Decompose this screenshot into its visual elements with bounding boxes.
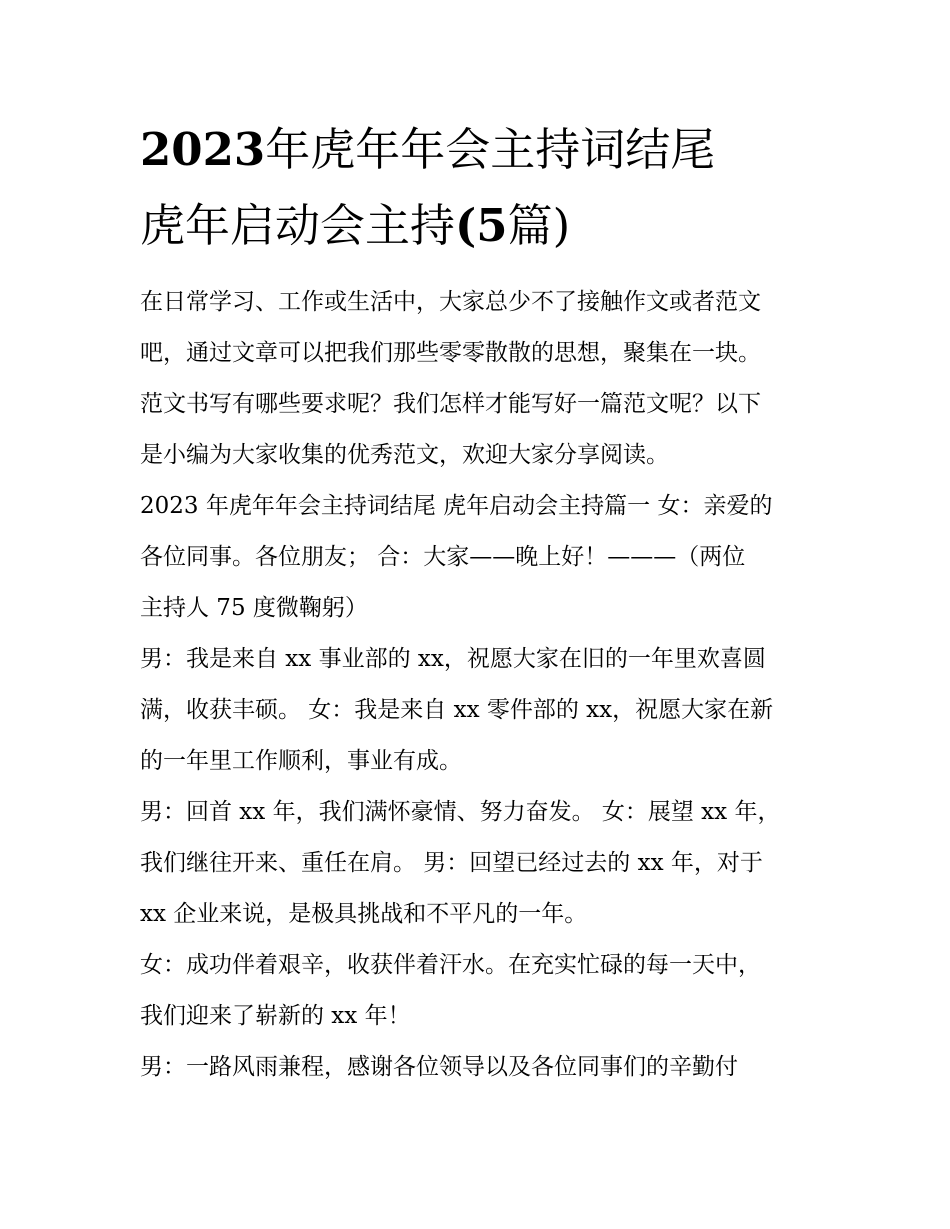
title-line-2-text: 虎年启动会主持 bbox=[140, 199, 456, 252]
title-year: 2023 bbox=[140, 123, 266, 176]
body-line: 的一年里工作顺利，事业有成。 bbox=[140, 748, 462, 774]
body-line: 男：回首 xx 年，我们满怀豪情、努力奋发。 女：展望 xx 年， bbox=[140, 799, 781, 825]
document-title bbox=[140, 112, 840, 264]
body-line: 女：成功伴着艰辛，收获伴着汗水。在充实忙碌的每一天中， bbox=[140, 952, 761, 978]
body-line: 2023 年虎年年会主持词结尾 虎年启动会主持篇一 女：亲爱的 bbox=[140, 493, 773, 519]
document-body bbox=[140, 277, 830, 1093]
title-count: (5 bbox=[455, 199, 508, 252]
title-line-1 bbox=[140, 112, 840, 188]
body-line: xx 企业来说，是极具挑战和不平凡的一年。 bbox=[140, 901, 588, 927]
body-line: 各位同事。各位朋友； 合：大家——晚上好！———（两位 bbox=[140, 544, 746, 570]
body-line: 在日常学习、工作或生活中，大家总少不了接触作文或者范文 bbox=[140, 289, 761, 315]
body-line: 主持人 75 度微鞠躬） bbox=[140, 595, 368, 621]
body-line: 我们继往开来、重任在肩。 男：回望已经过去的 xx 年，对于 bbox=[140, 850, 763, 876]
body-line: 是小编为大家收集的优秀范文，欢迎大家分享阅读。 bbox=[140, 442, 669, 468]
title-line-1-text: 年虎年年会主持词结尾 bbox=[265, 123, 716, 176]
body-line: 男：一路风雨兼程，感谢各位领导以及各位同事们的辛勤付 bbox=[140, 1054, 738, 1080]
body-line: 范文书写有哪些要求呢？我们怎样才能写好一篇范文呢？以下 bbox=[140, 391, 761, 417]
title-line-2 bbox=[140, 188, 840, 264]
body-line: 满，收获丰硕。 女：我是来自 xx 零件部的 xx，祝愿大家在新 bbox=[140, 697, 774, 723]
body-line: 吧，通过文章可以把我们那些零零散散的思想，聚集在一块。 bbox=[140, 340, 761, 366]
body-line: 我们迎来了崭新的 xx 年！ bbox=[140, 1003, 411, 1029]
body-line: 男：我是来自 xx 事业部的 xx，祝愿大家在旧的一年里欢喜圆 bbox=[140, 646, 766, 672]
title-line-2-tail: 篇) bbox=[507, 199, 571, 252]
